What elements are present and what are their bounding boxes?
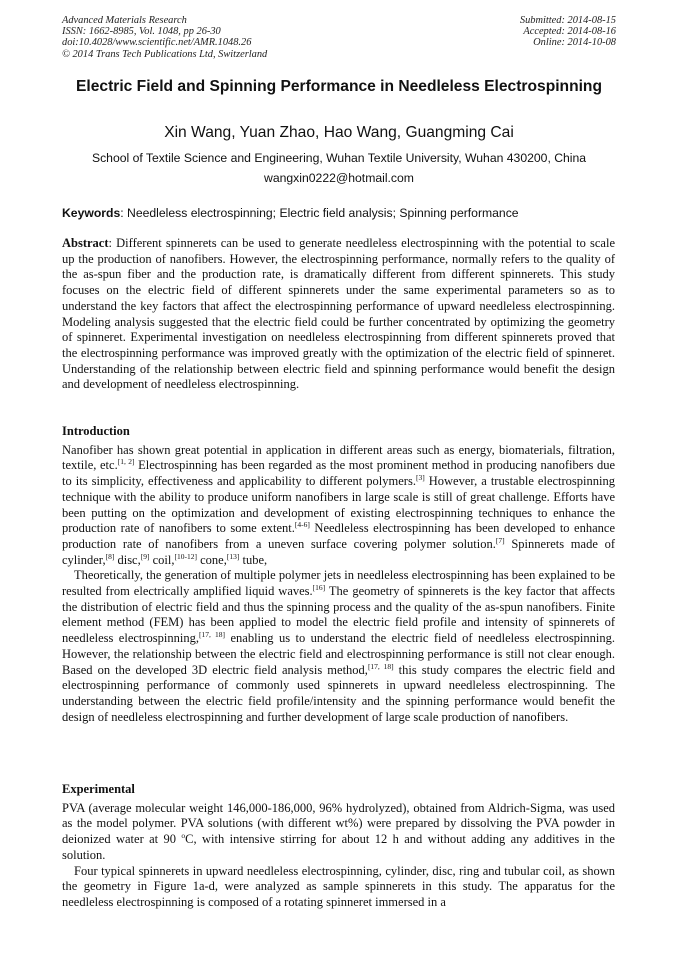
affiliation: School of Textile Science and Engineering, Wuhan Textile University, Wuhan 430200, China [91,151,587,165]
abstract-paragraph [62,236,615,393]
citation: [17, 18] [199,630,226,640]
text-run: Theoretically, the generation of multiple polymer jets in needleless electrospinning has been explained to be resulted from electrically amplified liquid waves. [62,568,615,599]
keywords-label: Keywords [62,206,121,220]
online-date: Online: 2014-10-08 [533,37,616,49]
abstract-label: Abstract [62,236,109,250]
exp-paragraph-2: Four typical spinnerets in upward needleless electrospinning, cylinder, disc, ring and tubular coil, as shown the geometry in Figure 1a-d, were analyzed as sample spinnerets in this study. The apparatus for the needleless electrospinning is composed of a rotating spinneret immersed in a [62,863,615,909]
text-run: Electrospinning has been regarded as the most prominent method in producing nanofibers due to its simplicity, effectiveness and applicability to different polymers. [62,458,615,489]
intro-paragraph-1 [62,443,615,569]
header-right [416,15,616,49]
journal-name: Advanced Materials Research [62,15,187,26]
citation: [16] [312,583,326,593]
citation: [3] [415,473,425,483]
abstract-text: : Different spinnerets can be used to generate needleless electrospinning with the potential to scale up the production of nanofibers. However, the electrospinning performance, normally refers to the quality of the as-spun fiber and the production rate, is dramatically different from different spinnerets. This study focuses on the electric field of different spinnerets under the same experimental parameters so as to understand the key factors that affect the electrospinning performance of upward needleless electrospinning. Modeling analysis suggested that the electric field could be further concentrated by optimizing the geometry of spinneret. Experimental investigation on needleless electrospinning from different spinnerets proved that the electrospinning performance was improved greatly with the optimization of the electric field of spinneret. Understanding of the relationship between electric field and spinning performance would benefit the design and development of needleless electrospinning. [62,236,615,392]
text-run: The geometry of spinnerets is the key factor that affects the distribution of electric field and thus the spinning process and the quality of the as-spun nanofibers. Finite element method (FEM) has been applied to model the electric field profile and intensity of spinnerets of needleless electrospinning, [62,584,615,646]
text-run: cone, [196,552,227,567]
text-run: coil, [149,552,175,567]
text-run: Spinnerets made of cylinder, [62,536,615,567]
text-run: this study compares the electric field and electrospinning performance of commonly used spinnerets in upward needleless electrospinning. The understanding between the electric field profile/intensity and the spinning performance would benefit the design of needleless electrospinning and further development of large scale production of nanofibers. [62,662,615,724]
text-run: Needleless electrospinning has been developed to enhance production rate of nanofibers from a uneven surface covering polymer solution. [62,521,616,551]
text-run: disc, [114,552,141,567]
text-run: tube, [239,552,268,567]
contact-email[interactable]: wangxin0222@hotmail.com [264,171,414,185]
citation: [7] [495,535,505,545]
citation: [1, 2] [117,457,135,467]
author-list: Xin Wang, Yuan Zhao, Hao Wang, Guangming Cai [164,124,514,141]
keywords [62,206,616,220]
citation: [10-12] [174,551,197,561]
citation: [17, 18] [367,661,394,671]
text-run: enabling us to understand the electric field of needleless electrospinning. However, the relationship between the electric field and electrospinning performance is still not clear enough. Based on the developed 3D electric field analysis method, [62,631,616,677]
copyright-line: © 2014 Trans Tech Publications Ltd, Switzerland [62,48,268,60]
intro-paragraph-2 [62,568,615,725]
citation: [8] [105,551,115,561]
exp-paragraph-1 [62,801,615,864]
degree-superscript: o [181,831,186,841]
paper-title: Electric Field and Spinning Performance in Needleless Electrospinning [76,78,602,95]
citation: [9] [140,551,150,561]
abstract-section [62,236,615,393]
introduction-heading: Introduction [62,424,130,438]
citation: [4-6] [294,520,310,530]
experimental-section [62,782,615,911]
introduction-section [62,424,615,725]
experimental-heading: Experimental [62,782,135,796]
keywords-text: : Needleless electrospinning; Electric field analysis; Spinning performance [120,206,519,220]
accepted-date: Accepted: 2014-08-16 [523,26,616,38]
text-run: C, with intensive stirring for about 12 h and without adding any additives in the solution. [62,832,615,862]
text-run: Nanofiber has shown great potential in application in different areas such as energy, biomaterials, filtration, textile, etc. [62,442,615,473]
doi-line: doi:10.4028/www.scientific.net/AMR.1048.26 [62,37,252,49]
issn-line: ISSN: 1662-8985, Vol. 1048, pp 26-30 [62,26,221,38]
submitted-date: Submitted: 2014-08-15 [519,15,616,26]
citation: [13] [226,551,240,561]
text-run: However, a trustable electrospinning technique with the ability to produce uniform nanofibers in large scale is still of great challenge. Efforts have been putting on the optimization and development of existing electrospinning techniques to enhance the production rate of nanofibers to some extent. [62,474,615,536]
text-run: PVA (average molecular weight 146,000-186,000, 96% hydrolyzed), obtained from Aldrich-Sigma, was used as the model polymer. PVA solutions (with different wt%) were prepared by dissolving the PVA powder in deionized water at 90 [62,800,615,847]
header-left [62,15,392,60]
